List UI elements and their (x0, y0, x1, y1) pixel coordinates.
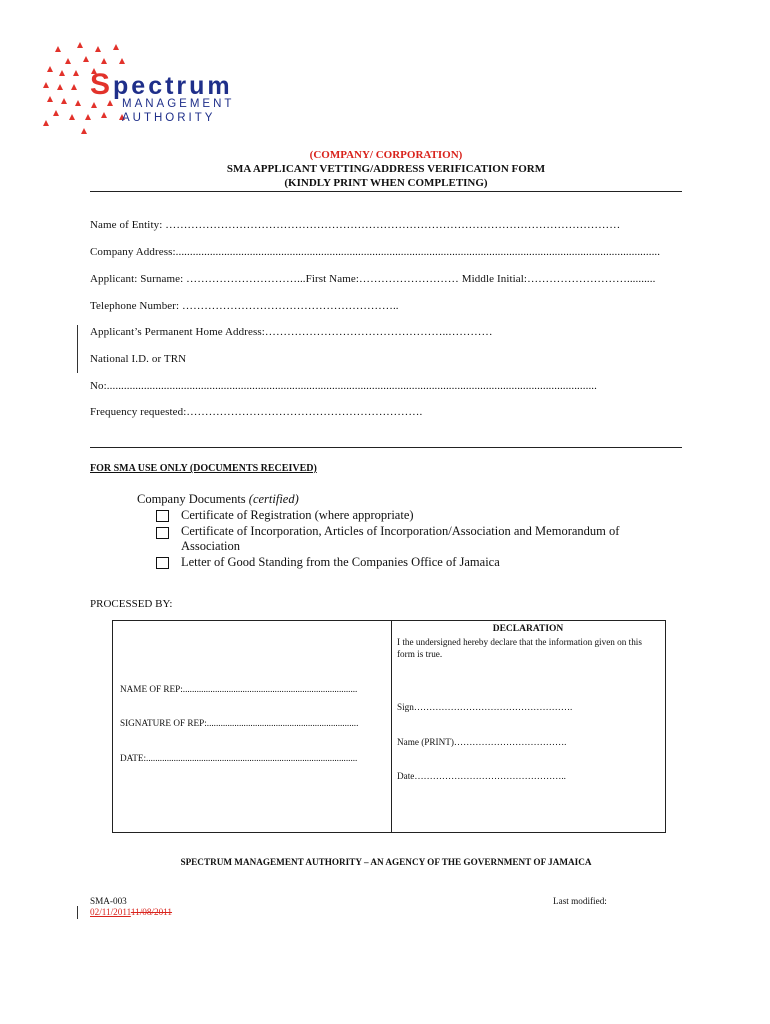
doc-certificate-incorporation: Certificate of Incorporation, Articles of Incorporation/Association and Memorandum of (181, 524, 620, 538)
fields-divider (90, 447, 682, 448)
last-modified-label: Last modified: (553, 896, 607, 906)
form-code: SMA-003 (90, 896, 127, 906)
processing-box-divider (391, 620, 392, 832)
checkbox-certificate-incorporation[interactable] (156, 527, 169, 539)
id-number-field[interactable]: No:............................................................................................................................................................................ (90, 380, 597, 392)
revision-date-old: 11/08/2011 (130, 907, 173, 917)
national-id-label: National I.D. or TRN (90, 353, 187, 365)
checkbox-good-standing[interactable] (156, 557, 169, 569)
sma-use-heading: FOR SMA USE ONLY (DOCUMENTS RECEIVED) (90, 463, 317, 474)
declaration-sign-field[interactable]: Sign……………………………………………. (397, 702, 573, 712)
name-of-rep-field[interactable]: NAME OF REP:............................................................................ (120, 684, 358, 694)
footer-agency: SPECTRUM MANAGEMENT AUTHORITY – AN AGENCY OF THE GOVERNMENT OF JAMAICA (180, 857, 592, 867)
doc-certificate-incorporation-cont: Association (181, 539, 241, 553)
doc-good-standing: Letter of Good Standing from the Companies Office of Jamaica (181, 555, 500, 569)
company-documents-label: Company Documents (certified) (137, 492, 299, 506)
header-divider (90, 191, 682, 192)
revision-margin-bar (77, 325, 78, 373)
declaration-text: I the undersigned hereby declare that the information given on this form is true. (397, 637, 642, 659)
rep-date-field[interactable]: DATE:............................................................................................ (120, 753, 358, 763)
logo-wordmark: Spectrum (90, 68, 233, 101)
frequency-requested-field[interactable]: Frequency requested:………………………………………………………. (90, 406, 423, 418)
checkbox-certificate-registration[interactable] (156, 510, 169, 522)
footer-margin-bar (77, 906, 78, 919)
telephone-field[interactable]: Telephone Number: ………………………………………………….. (90, 300, 399, 312)
revision-dates (90, 907, 172, 917)
logo-management: MANAGEMENT (122, 98, 235, 110)
home-address-field[interactable]: Applicant’s Permanent Home Address:…………………………………………..………… (90, 326, 493, 338)
name-of-entity-field[interactable]: Name of Entity: …………………………………………………………………………………………………………… (90, 219, 621, 231)
declaration-name-print-field[interactable]: Name (PRINT)………………………………. (397, 737, 567, 747)
applicant-name-field[interactable]: Applicant: Surname: …………………………...First Name:……………………… Middle Initial:……………………….......... (90, 273, 656, 285)
doc-certificate-registration: Certificate of Registration (where appropriate) (181, 508, 414, 522)
form-title: SMA APPLICANT VETTING/ADDRESS VERIFICATION FORM (226, 163, 546, 175)
sma-logo (38, 38, 268, 138)
form-instruction: (KINDLY PRINT WHEN COMPLETING) (284, 177, 488, 189)
logo-authority: AUTHORITY (122, 112, 216, 124)
company-address-field[interactable]: Company Address:.......................................................................................................................................................................... (90, 246, 661, 258)
processed-by-label: PROCESSED BY: (90, 598, 173, 610)
declaration-heading: DECLARATION (492, 624, 564, 634)
revision-date-new: 02/11/2011 (90, 907, 131, 917)
signature-of-rep-field[interactable]: SIGNATURE OF REP:.................................................................. (120, 718, 359, 728)
form-subtitle-company: (COMPANY/ CORPORATION) (309, 149, 463, 161)
declaration-date-field[interactable]: Date………………………………………….. (397, 771, 566, 781)
